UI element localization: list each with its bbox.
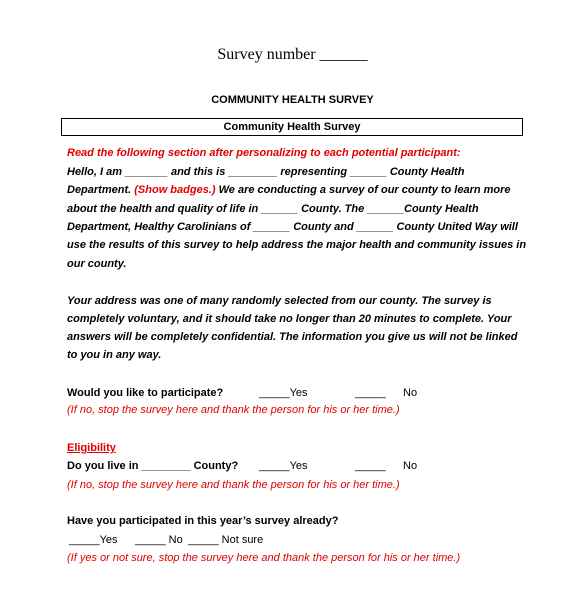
intro-line-5: use the results of this survey to help address the major health and community issues in <box>67 239 527 251</box>
live-in-county-question: Do you live in ________ County? <box>67 460 239 472</box>
participated-yes-option[interactable]: _____Yes <box>69 534 118 546</box>
live-in-no-blank[interactable]: _____ <box>355 460 386 472</box>
address-line-3: answers will be completely confidential. The information you give us will not be linked <box>67 331 518 343</box>
intro-line-2 <box>67 184 511 196</box>
participate-question: Would you like to participate? <box>67 387 224 399</box>
instruction-text: Read the following section after personalizing to each potential participant: <box>67 147 461 159</box>
eligibility-heading: Eligibility <box>67 442 116 454</box>
intro-line-2-end: We are conducting a survey of our county to learn more <box>215 184 511 196</box>
participated-question: Have you participated in this year’s survey already? <box>67 515 339 527</box>
show-badges-note: (Show badges.) <box>134 184 216 196</box>
participate-note: (If no, stop the survey here and thank the person for his or her time.) <box>67 404 400 416</box>
intro-line-1: Hello, I am _______ and this is ________ representing ______ County Health <box>67 166 465 178</box>
eligibility-note: (If no, stop the survey here and thank the person for his or her time.) <box>67 479 400 491</box>
address-line-4: to you in any way. <box>67 349 162 361</box>
intro-line-3: about the health and quality of life in ______ County. The ______County Health <box>67 203 479 215</box>
participated-no-option[interactable]: _____ No <box>135 534 183 546</box>
participate-no-blank[interactable]: _____ <box>355 387 386 399</box>
participated-note: (If yes or not sure, stop the survey here and thank the person for his or her time.) <box>67 552 461 564</box>
page-title: COMMUNITY HEALTH SURVEY <box>211 94 374 106</box>
intro-line-6: our county. <box>67 258 127 270</box>
address-line-2: completely voluntary, and it should take no longer than 20 minutes to complete. Your <box>67 313 512 325</box>
live-in-no-option[interactable]: No <box>403 460 418 472</box>
participate-no-option[interactable]: No <box>403 387 418 399</box>
survey-number-label: Survey number ______ <box>217 46 368 63</box>
live-in-yes-option[interactable]: _____Yes <box>259 460 308 472</box>
intro-line-2-start: Department. <box>67 184 135 196</box>
survey-title-box: Community Health Survey <box>61 118 523 136</box>
intro-line-4: Department, Healthy Carolinians of ______ County and ______ County United Way will <box>67 221 518 233</box>
participated-not-sure-option[interactable]: _____ Not sure <box>188 534 264 546</box>
participate-yes-option[interactable]: _____Yes <box>259 387 308 399</box>
address-line-1: Your address was one of many randomly selected from our county. The survey is <box>67 295 492 307</box>
